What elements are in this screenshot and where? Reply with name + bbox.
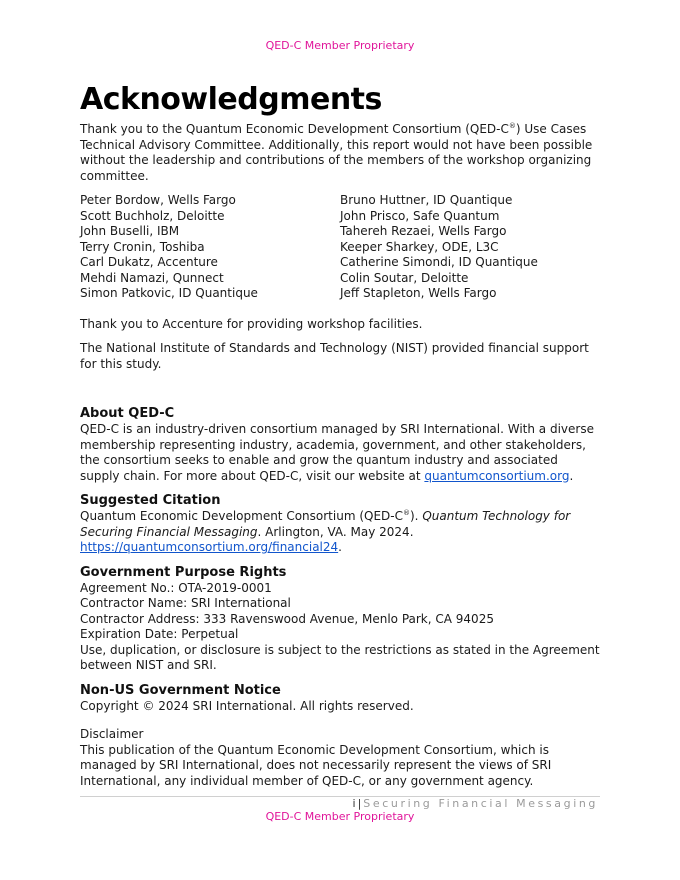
committee-member: John Buselli, IBM: [80, 224, 180, 238]
disclaimer-text: This publication of the Quantum Economic Development Consortium, which is managed by SRI International, does not necessarily represent the views of SRI International, any individual member of QED-C, or any government agency.: [80, 742, 552, 788]
committee-member: Keeper Sharkey, ODE, L3C: [340, 239, 499, 254]
citation-link[interactable]: https://quantumconsortium.org/financial24: [80, 540, 339, 554]
header-proprietary-label: QED-C Member Proprietary: [265, 39, 415, 52]
citation-heading: Suggested Citation: [80, 493, 221, 508]
about-heading: About QED-C: [80, 406, 175, 421]
disclaimer-heading: Disclaimer: [80, 727, 144, 741]
committee-member: Jeff Stapleton, Wells Fargo: [340, 286, 497, 300]
citation-a: Quantum Economic Development Consortium (QED-C: [80, 509, 403, 523]
nist-support: The National Institute of Standards and Technology (NIST) provided financial support for this study.: [80, 341, 589, 371]
page-number: i: [352, 797, 356, 810]
citation-c: . Arlington, VA. May 2024.: [257, 524, 414, 539]
about-text: [80, 422, 600, 484]
intro-text-b: ) Use Cases Technical Advisory Committee. Additionally, this report would not have been possible without the leadership and contributions of the members of the workshop organizing committee.: [80, 122, 593, 183]
nonus-section: [80, 683, 600, 715]
committee-member: Catherine Simondi, ID Quantique: [340, 255, 538, 269]
committee-member: Tahereh Rezaei, Wells Fargo: [340, 224, 507, 238]
expiration-date: Expiration Date: Perpetual: [80, 627, 239, 641]
intro-text-a: Thank you to the Quantum Economic Development Consortium (QED-C: [80, 122, 509, 136]
committee-list: [80, 193, 600, 302]
citation-section: [80, 493, 600, 556]
committee-member: Mehdi Namazi, Qunnect: [80, 270, 224, 285]
committee-member: Simon Patkovic, ID Quantique: [80, 286, 258, 300]
footer-proprietary-label: QED-C Member Proprietary: [265, 810, 415, 823]
page-content: [80, 82, 600, 789]
footer-separator: |: [357, 797, 362, 810]
page-title: Acknowledgments: [80, 82, 382, 117]
footer-doc-title: Securing Financial Messaging: [363, 797, 598, 810]
committee-member: Bruno Huttner, ID Quantique: [340, 193, 513, 207]
committee-member: Terry Cronin, Toshiba: [80, 239, 205, 254]
committee-member: Colin Soutar, Deloitte: [340, 270, 469, 285]
citation-title: Quantum Technology for Securing Financial Messaging: [80, 509, 571, 539]
agreement-number: Agreement No.: OTA-2019-0001: [80, 580, 272, 595]
about-body: QED-C is an industry-driven consortium managed by SRI International. With a diverse membership representing industry, academia, government, and other stakeholders, the consortium seeks to enable and grow the quantum industry and associated supply chain. For more about QED-C, visit our website at: [80, 422, 594, 483]
committee-member: Peter Bordow, Wells Fargo: [80, 193, 236, 207]
registered-mark: ®: [403, 509, 410, 517]
disclaimer-section: [80, 727, 600, 789]
contractor-address: Contractor Address: 333 Ravenswood Avenue, Menlo Park, CA 94025: [80, 611, 494, 626]
committee-member: Carl Dukatz, Accenture: [80, 255, 218, 269]
citation-text: [80, 509, 600, 556]
citation-end: .: [338, 540, 342, 554]
registered-mark: ®: [508, 122, 516, 130]
about-section: [80, 406, 600, 484]
nonus-heading: Non-US Government Notice: [80, 682, 281, 698]
copyright-text: Copyright © 2024 SRI International. All rights reserved.: [80, 698, 414, 713]
committee-member: John Prisco, Safe Quantum: [340, 208, 500, 223]
gov-rights-section: [80, 565, 600, 674]
use-restrictions: Use, duplication, or disclosure is subject to the restrictions as stated in the Agreement between NIST and SRI.: [80, 642, 600, 672]
accenture-thanks: Thank you to Accenture for providing workshop facilities.: [80, 316, 423, 331]
contractor-name: Contractor Name: SRI International: [80, 596, 291, 610]
about-end: .: [569, 468, 574, 483]
gov-rights-heading: Government Purpose Rights: [80, 564, 287, 580]
committee-column-left: [80, 193, 340, 302]
intro-paragraph: [80, 122, 600, 184]
citation-b: ).: [410, 509, 423, 523]
footer-page-info: [353, 797, 599, 810]
committee-member: Scott Buchholz, Deloitte: [80, 208, 225, 223]
committee-column-right: [340, 193, 600, 302]
consortium-website-link[interactable]: quantumconsortium.org: [424, 468, 570, 483]
